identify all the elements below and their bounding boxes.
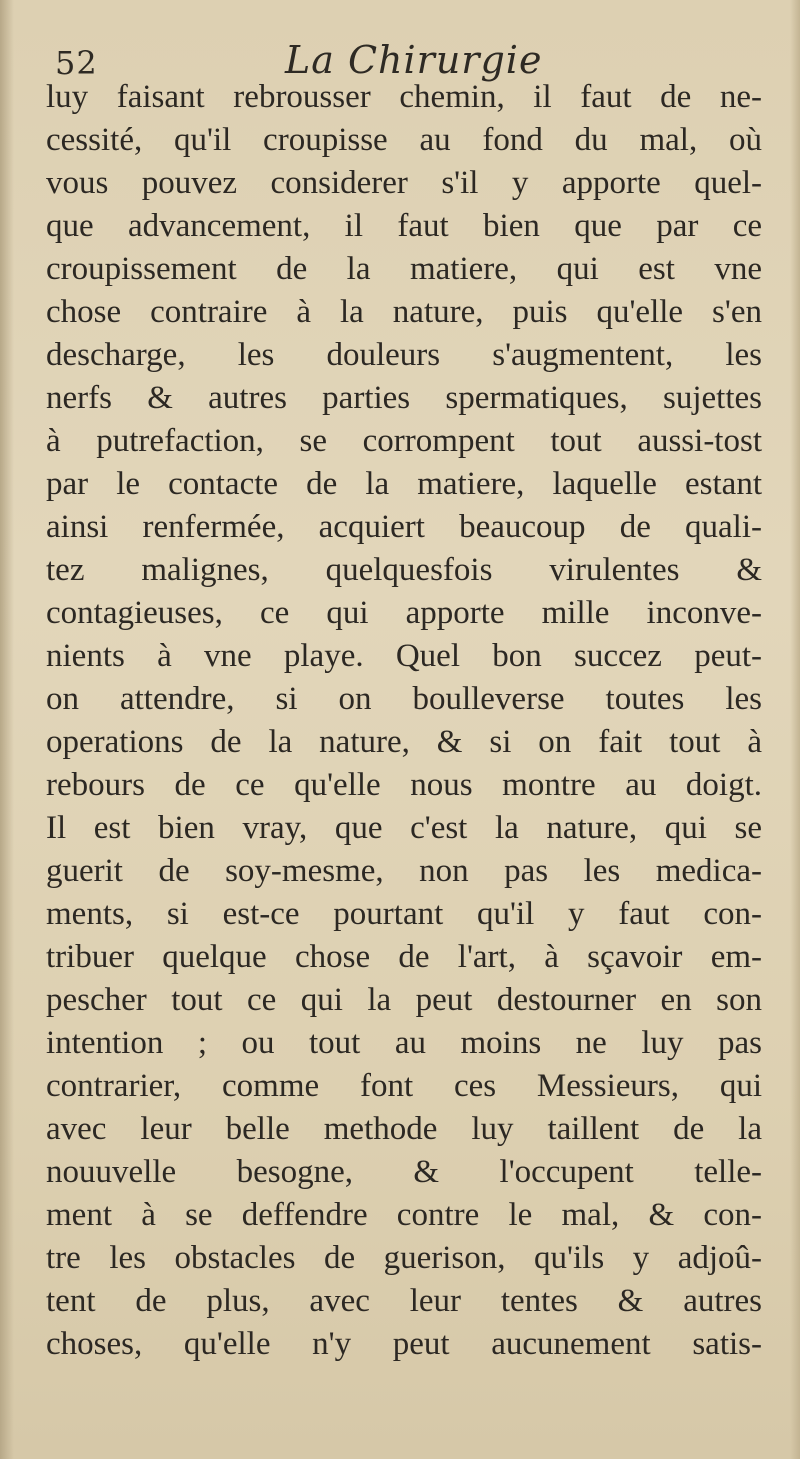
text-line: que advancement, il faut bien que par ce [46,208,762,244]
text-line: pescher tout ce qui la peut destourner en son [46,982,762,1018]
text-line: contagieuses, ce qui apporte mille inconve- [46,595,762,631]
text-line: rebours de ce qu'elle nous montre au doigt. [46,767,762,803]
text-line: descharge, les douleurs s'augmentent, les [46,337,762,373]
text-line: contrarier, comme font ces Messieurs, qui [46,1068,762,1104]
text-line: tre les obstacles de guerison, qu'ils y adjoû- [46,1240,762,1276]
text-line: cessité, qu'il croupisse au fond du mal, où [46,122,762,158]
text-line: tent de plus, avec leur tentes & autres [46,1283,762,1319]
page-number: 52 [55,44,98,82]
text-line: nouuvelle besogne, & l'occupent telle- [46,1154,762,1190]
text-line: choses, qu'elle n'y peut aucunement satis- [46,1326,762,1362]
text-line: luy faisant rebrousser chemin, il faut de ne- [46,79,762,115]
running-title: La Chirurgie [285,38,543,82]
text-line: chose contraire à la nature, puis qu'elle s'en [46,294,762,330]
body-text [46,76,762,1366]
text-line: tribuer quelque chose de l'art, à sçavoir em- [46,939,762,975]
text-line: Il est bien vray, que c'est la nature, qui se [46,810,762,846]
text-line: croupissement de la matiere, qui est vne [46,251,762,287]
text-line: intention ; ou tout au moins ne luy pas [46,1025,762,1061]
text-line: ments, si est-ce pourtant qu'il y faut con- [46,896,762,932]
text-line: à putrefaction, se corrompent tout aussi-tost [46,423,762,459]
text-line: tez malignes, quelquesfois virulentes & [46,552,762,588]
text-line: ainsi renfermée, acquiert beaucoup de quali- [46,509,762,545]
text-line: avec leur belle methode luy taillent de la [46,1111,762,1147]
text-line: par le contacte de la matiere, laquelle estant [46,466,762,502]
text-line: on attendre, si on boulleverse toutes les [46,681,762,717]
text-line: nients à vne playe. Quel bon succez peut- [46,638,762,674]
text-line: operations de la nature, & si on fait tout à [46,724,762,760]
text-line: nerfs & autres parties spermatiques, sujettes [46,380,762,416]
text-line: ment à se deffendre contre le mal, & con- [46,1197,762,1233]
text-line: vous pouvez considerer s'il y apporte quel- [46,165,762,201]
text-line: guerit de soy-mesme, non pas les medica- [46,853,762,889]
